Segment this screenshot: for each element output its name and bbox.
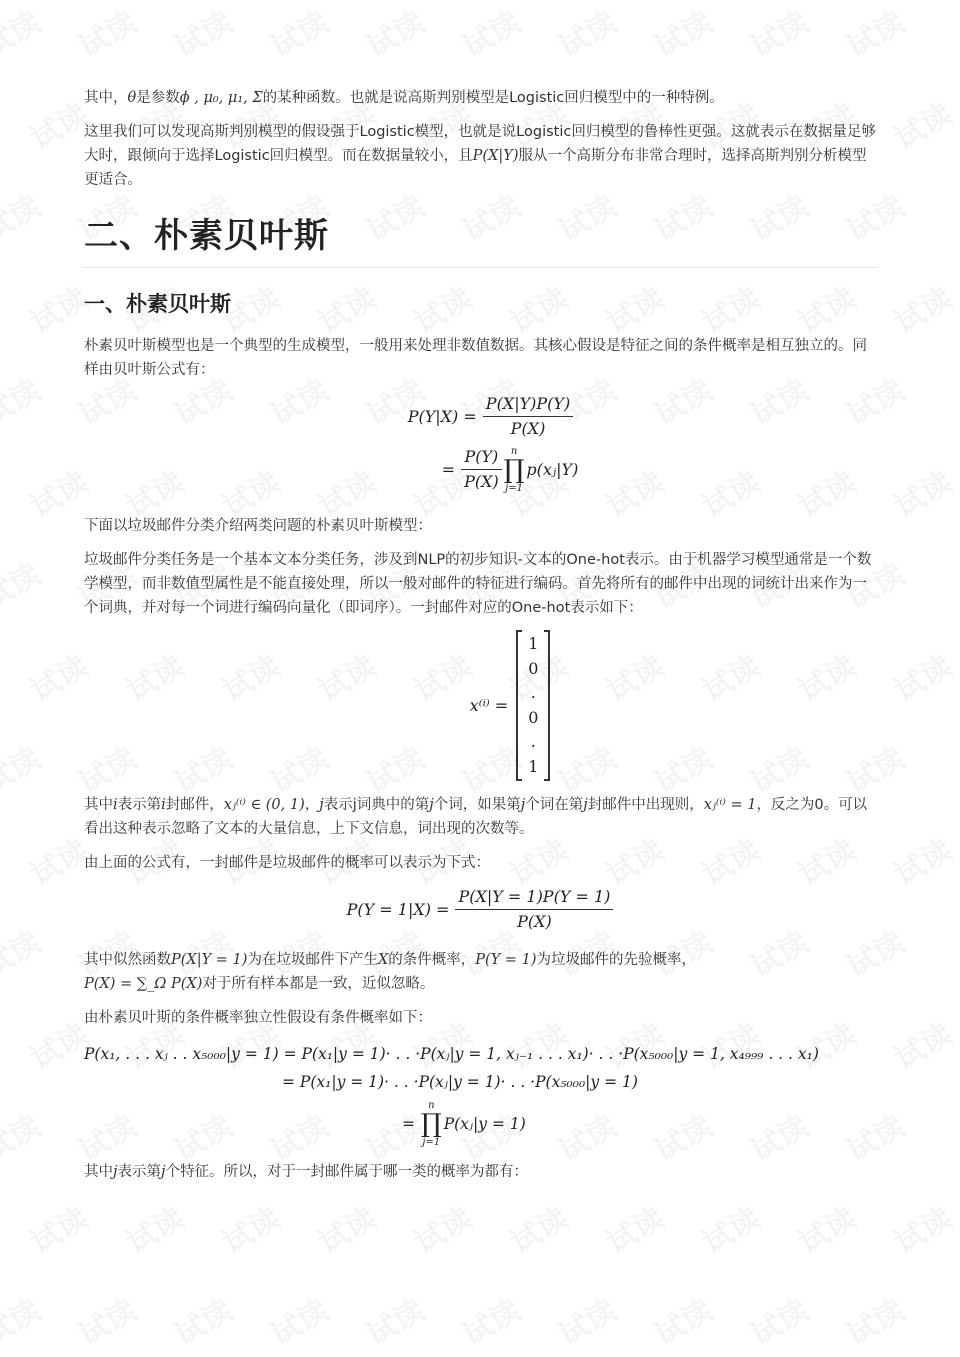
watermark-text [0,1102,47,1170]
one-hot-vector: x⁽ⁱ⁾ = 1 0 . 0 . 1 [84,630,876,781]
watermark-text [261,0,335,66]
watermark-text [789,1194,863,1262]
watermark-text [837,1286,911,1354]
watermark-text [741,1286,815,1354]
watermark-text [741,0,815,66]
watermark-text [645,1286,719,1354]
watermark-text [501,1194,575,1262]
watermark-text [885,642,959,710]
watermark-text [0,550,47,618]
watermark-text [0,366,47,434]
vector-entry: 0 [528,658,539,678]
watermark-text [885,274,959,342]
watermark-text [21,1194,95,1262]
watermark-text [645,0,719,66]
watermark-text [885,826,959,894]
watermark-text [309,1194,383,1262]
watermark-text [885,90,959,158]
watermark-text [261,1286,335,1354]
spam-probability-formula: P(Y = 1|X) = $\frac{P(X|Y = 1)P(Y = 1)}{P(X)}$ [84,885,876,934]
watermark-text [0,918,47,986]
likelihood-explanation: 其中似然函数P(X|Y = 1)为在垃圾邮件下产生X的条件概率，P(Y = 1)为垃圾邮件的先验概率， P(X) = ∑_Ω P(X)对于所有样本都是一致，近似忽略。 [84,952,697,992]
watermark-text [0,734,47,802]
spam-probability-intro: 由上面的公式有，一封邮件是垃圾邮件的概率可以表示为下式： [84,855,490,871]
watermark-text [213,1194,287,1262]
feature-explanation: 其中j表示第j个特征。所以，对于一封邮件属于哪一类的概率为都有： [84,1164,528,1180]
watermark-text [357,0,431,66]
watermark-text [549,0,623,66]
watermark-text [885,1010,959,1078]
spam-example-intro: 下面以垃圾邮件分类介绍两类问题的朴素贝叶斯模型： [84,518,432,534]
watermark-text [837,0,911,66]
watermark-text [597,1194,671,1262]
document-page [84,86,876,1194]
watermark-text [453,0,527,66]
watermark-text [117,1194,191,1262]
watermark-text [0,0,47,66]
subsection-title: 一、朴素贝叶斯 [84,292,231,316]
watermark-text [69,0,143,66]
intro-paragraph-2: 这里我们可以发现高斯判别模型的假设强于Logistic模型，也就是说Logistic回归模型的鲁棒性更强。这就表示在数据量足够大时，跟倾向于选择Logistic回归模型。而在数据量较小，且P(X|Y)服从一个高斯分布非常合理时，选择高斯判别分析模型更适合。 [84,124,876,188]
independence-intro: 由朴素贝叶斯的条件概率独立性假设有条件概率如下： [84,1010,432,1026]
bayes-formula: P(Y|X) = $\frac{P(X|Y)P(Y)}{P(X)}$ = $\frac{P(Y)}{P(X)}$ n ∏ j=1 p(xⱼ|Y) [407,394,579,494]
one-hot-description: 垃圾邮件分类任务是一个基本文本分类任务，涉及到NLP的初步知识-文本的One-hot表示。由于机器学习模型通常是一个数学模型，而非数值型属性是不能直接处理，所以一般对邮件的特征进行编码。首先将所有的邮件中出现的词统计出来作为一个词典，并对每一个词进行编码向量化（即词序）。一封邮件对应的One-hot表示如下： [84,552,872,616]
watermark-text [69,1286,143,1354]
watermark-text [0,182,47,250]
watermark-text [165,1286,239,1354]
vector-entry: 1 [528,634,539,653]
watermark-text [0,1286,47,1354]
vector-entry: 1 [528,756,539,776]
intro-paragraph-1: 其中，θ是参数ϕ , μ₀, μ₁, Σ的某种函数。也就是说高斯判别模型是Logistic回归模型中的一种特例。 [84,90,724,106]
watermark-text [453,1286,527,1354]
vector-entry: 0 [528,707,539,727]
naive-bayes-intro: 朴素贝叶斯模型也是一个典型的生成模型，一般用来处理非数值数据。其核心假设是特征之间的条件概率是相互独立的。同样由贝叶斯公式有： [84,338,867,378]
watermark-text [549,1286,623,1354]
independence-formula: P(x₁, . . . xⱼ . . x₅₀₀₀|y = 1) = P(x₁|y = 1)· . . ·P(xⱼ|y = 1, xⱼ₋₁ . . . x₁)· . . ·P(x₅₀₀₀|y = 1, x₄₉₉₉ . . . x₁) = P(x₁|y = 1)· . . ·P(xⱼ|y = 1)· . . ·P(x₅₀₀₀|y = 1) = n ∏ j=1 P(xⱼ|y = 1) [84,1045,819,1148]
watermark-text [885,1194,959,1262]
vector-entry: . [530,683,536,702]
watermark-text [885,458,959,526]
one-hot-explanation: 其中i表示第i封邮件，xⱼ⁽ⁱ⁾ ∈ (0, 1)，j表示j词典中的第j个词，如果第j个词在第j封邮件中出现则，xⱼ⁽ⁱ⁾ = 1，反之为0。可以看出这种表示忽略了文本的大量信息，上下文信息，词出现的次数等。 [84,797,868,837]
vector-entry: . [530,732,536,751]
watermark-text [165,0,239,66]
watermark-text [693,1194,767,1262]
section-title: 二、朴素贝叶斯 [84,208,876,268]
watermark-text [405,1194,479,1262]
watermark-text [357,1286,431,1354]
